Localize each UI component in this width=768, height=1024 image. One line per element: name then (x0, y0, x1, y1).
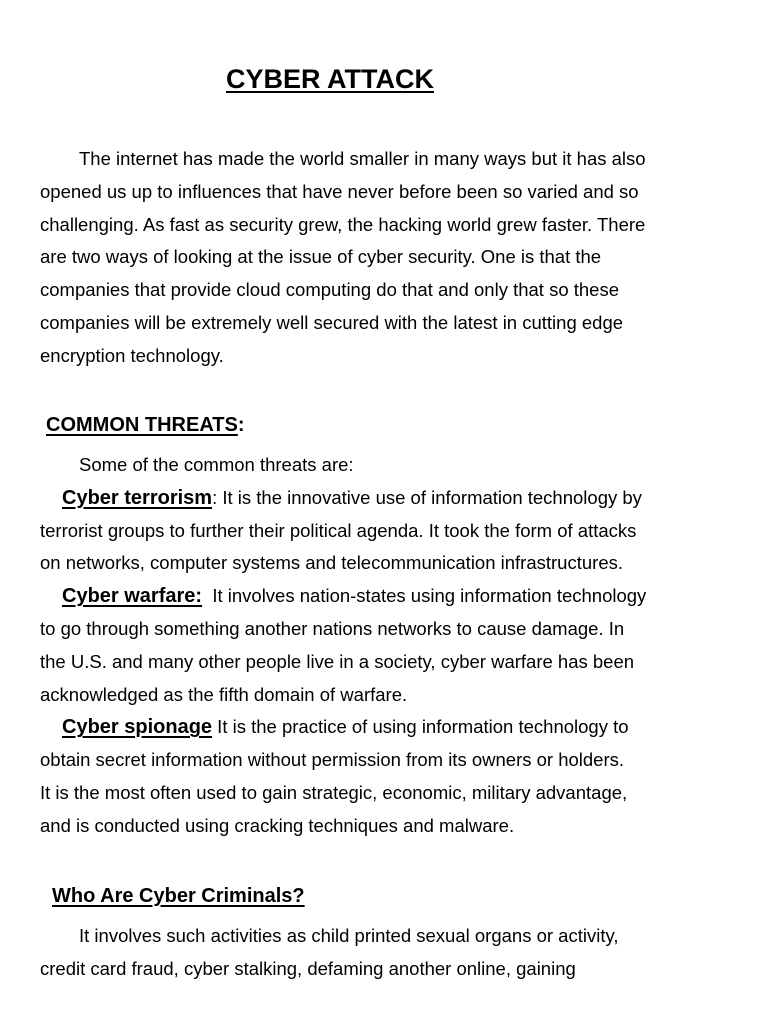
cyber-spionage-line: and is conducted using cracking techniques and malware. (40, 814, 515, 836)
cyber-spionage-line: It is the most often used to gain strategic, economic, military advantage, (40, 781, 628, 803)
intro-line: companies that provide cloud computing do that and only that so these (40, 279, 620, 301)
cyber-warfare-text: It involves nation-states using information technology (202, 585, 647, 607)
cyber-warfare-term: Cyber warfare: (62, 585, 203, 608)
cyber-criminals-line: It involves such activities as child printed sexual organs or activity, (79, 925, 619, 946)
common-threats-heading-text: COMMON THREATS (46, 414, 238, 436)
intro-line: encryption technology. (40, 344, 224, 366)
cyber-spionage-line: obtain secret information without permission from its owners or holders. (40, 749, 625, 771)
cyber-warfare-line: to go through something another nations networks to cause damage. In (40, 617, 625, 639)
document-title: CYBER ATTACK (226, 64, 434, 94)
cyber-criminals-heading: Who Are Cyber Criminals? (52, 885, 305, 907)
intro-line: challenging. As fast as security grew, the hacking world grew faster. There (40, 213, 646, 235)
cyber-terrorism-line: terrorist groups to further their political agenda. It took the form of attacks (40, 519, 637, 541)
intro-line: companies will be extremely well secured with the latest in cutting edge (40, 311, 624, 333)
common-threats-heading (46, 414, 245, 437)
cyber-terrorism-term: Cyber terrorism (62, 486, 213, 509)
threats-lead: Some of the common threats are: (79, 454, 354, 475)
cyber-spionage-term: Cyber spionage (62, 716, 213, 739)
intro-paragraph (40, 143, 740, 373)
common-threats-heading-colon: : (237, 414, 245, 436)
cyber-spionage-first-line (40, 711, 740, 744)
intro-line: The internet has made the world smaller in many ways but it has also (79, 148, 646, 169)
cyber-terrorism-line: on networks, computer systems and telecommunication infrastructures. (40, 552, 623, 574)
cyber-terrorism-text: : It is the innovative use of information technology by (212, 486, 642, 508)
cyber-spionage-text: It is the practice of using information technology to (212, 716, 629, 738)
intro-line: opened us up to influences that have never before been so varied and so (40, 180, 639, 202)
cyber-criminals-paragraph (40, 920, 740, 986)
threats-section (40, 449, 740, 843)
cyber-terrorism-first-line (40, 482, 740, 515)
cyber-criminals-line: credit card fraud, cyber stalking, defaming another online, gaining (40, 957, 576, 979)
intro-line: are two ways of looking at the issue of cyber security. One is that the (40, 246, 602, 268)
cyber-warfare-line: the U.S. and many other people live in a society, cyber warfare has been (40, 650, 635, 672)
cyber-warfare-line: acknowledged as the fifth domain of warfare. (40, 683, 408, 705)
cyber-warfare-first-line (40, 580, 740, 613)
